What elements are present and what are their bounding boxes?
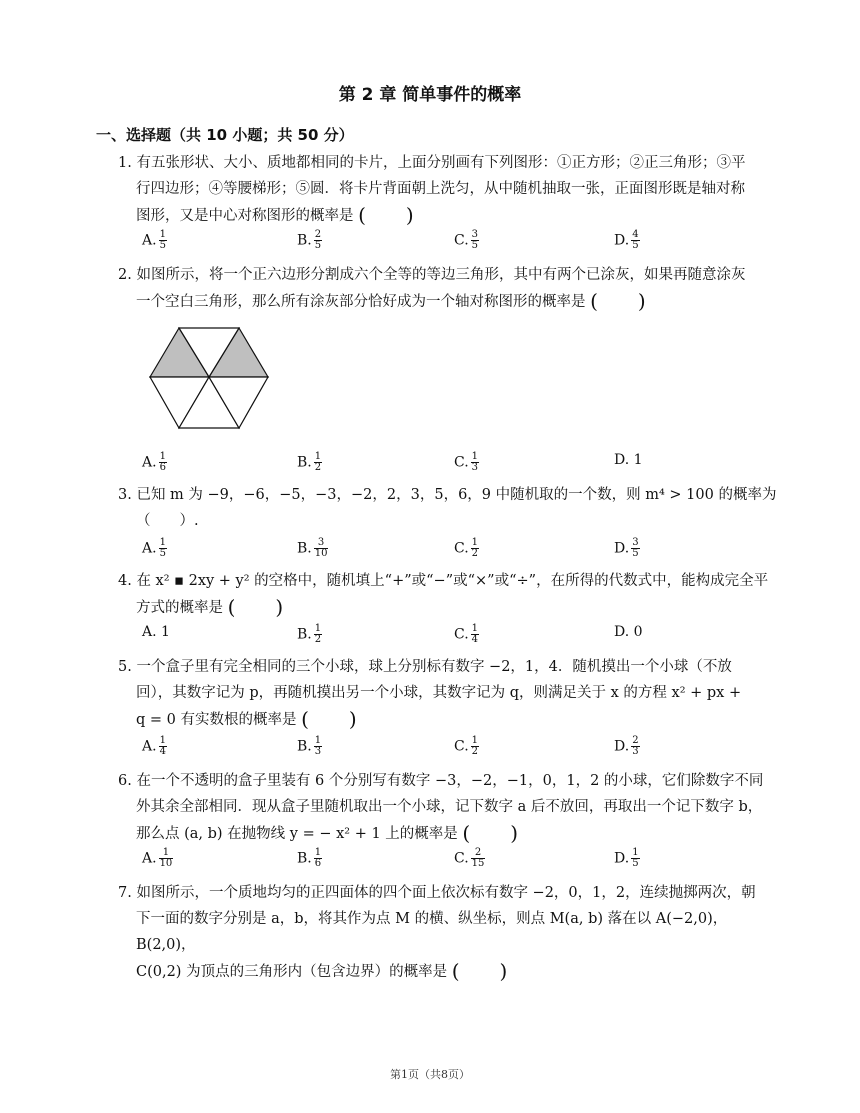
question-text: （ ）. xyxy=(136,513,199,529)
question-text: 那么点 (a, b) 在抛物线 y = − x² + 1 上的概率是 xyxy=(136,826,458,842)
option-c: C. $\frac{1}{2}$ xyxy=(454,537,479,559)
option-d: D. $\frac{2}{3}$ xyxy=(614,735,639,757)
option-d: D. 0 xyxy=(614,624,643,640)
page-footer: 第1页（共8页） xyxy=(390,1068,470,1081)
answer-bracket: ( ) xyxy=(358,203,414,227)
question-text: 一个空白三角形，那么所有涂灰部分恰好成为一个轴对称图形的概率是 xyxy=(136,294,586,310)
question-number: 7. xyxy=(118,885,132,901)
question-number: 3. xyxy=(118,487,132,503)
question-text: 在一个不透明的盒子里装有 6 个分别写有数字 −3，−2，−1，0，1，2 的小球，它们除数字不同 xyxy=(136,773,764,789)
question-text: 外其余全部相同．现从盒子里随机取出一个小球，记下数字 a 后不放回，再取出一个记下数字 b， xyxy=(136,799,763,815)
options-q3 xyxy=(142,538,782,564)
question-text: q = 0 有实数根的概率是 xyxy=(136,712,297,728)
option-b: B. $\frac{3}{10}$ xyxy=(297,537,328,559)
question-number: 5. xyxy=(118,659,132,675)
question-4 xyxy=(118,568,778,621)
question-text: 图形，又是中心对称图形的概率是 xyxy=(136,208,354,224)
question-text: 在 x² ▪ 2xy + y² 的空格中，随机填上“+”或“−”或“×”或“÷”，在所得的代数式中，能构成完全平 xyxy=(136,573,769,589)
options-q1 xyxy=(142,230,782,256)
question-number: 4. xyxy=(118,573,132,589)
option-d: D. $\frac{1}{5}$ xyxy=(614,847,639,869)
option-c: C. $\frac{3}{5}$ xyxy=(454,229,479,251)
question-text: 如图所示，一个质地均匀的正四面体的四个面上依次标有数字 −2，0，1，2，连续抛掷两次，朝 xyxy=(136,885,756,901)
option-b: B. $\frac{1}{6}$ xyxy=(297,847,322,869)
question-number: 6. xyxy=(118,773,132,789)
option-a: A. $\frac{1}{5}$ xyxy=(142,229,166,251)
hexagon-figure xyxy=(148,326,272,440)
options-q4 xyxy=(142,624,782,650)
question-text: 有五张形状、大小、质地都相同的卡片，上面分别画有下列图形：①正方形；②正三角形；③平 xyxy=(136,155,746,171)
question-text: 行四边形；④等腰梯形；⑤圆．将卡片背面朝上洗匀，从中随机抽取一张，正面图形既是轴对称 xyxy=(136,181,745,197)
option-c: C. $\frac{1}{3}$ xyxy=(454,451,479,473)
answer-bracket: ( ) xyxy=(462,821,519,845)
question-text: 已知 m 为 −9，−6，−5，−3，−2，2，3，5，6，9 中随机取的一个数，则 m⁴ > 100 的概率为 xyxy=(136,487,777,503)
option-c: C. $\frac{1}{4}$ xyxy=(454,623,479,645)
question-1 xyxy=(118,150,778,229)
section-heading: 一、选择题（共 10 小题；共 50 分） xyxy=(96,126,354,144)
answer-bracket: ( ) xyxy=(227,595,284,619)
options-q2 xyxy=(142,452,782,478)
question-7 xyxy=(118,880,778,985)
question-text: 回），其数字记为 p，再随机摸出另一个小球，其数字记为 q，则满足关于 x 的方程 x² + px + xyxy=(136,685,742,701)
page-title: 第 2 章 简单事件的概率 xyxy=(338,85,522,105)
option-b: B. $\frac{1}{3}$ xyxy=(297,735,322,757)
option-c: C. $\frac{2}{15}$ xyxy=(454,847,485,869)
question-text: 方式的概率是 xyxy=(136,600,223,616)
option-b: B. $\frac{1}{2}$ xyxy=(297,451,322,473)
option-a: A. $\frac{1}{4}$ xyxy=(142,735,166,757)
question-2 xyxy=(118,262,778,315)
question-number: 2. xyxy=(118,267,132,283)
option-c: C. $\frac{1}{2}$ xyxy=(454,735,479,757)
option-d: D. 1 xyxy=(614,452,643,468)
option-a: A. 1 xyxy=(142,624,170,640)
answer-bracket: ( ) xyxy=(590,289,646,313)
option-b: B. $\frac{1}{2}$ xyxy=(297,623,322,645)
question-text: 一个盒子里有完全相同的三个小球，球上分别标有数字 −2，1，4．随机摸出一个小球（不放 xyxy=(136,659,732,675)
question-6 xyxy=(118,768,778,847)
question-number: 1. xyxy=(118,155,132,171)
options-q5 xyxy=(142,736,782,762)
option-a: A. $\frac{1}{10}$ xyxy=(142,847,173,869)
option-a: A. $\frac{1}{6}$ xyxy=(142,451,166,473)
question-text: 如图所示，将一个正六边形分割成六个全等的等边三角形，其中有两个已涂灰，如果再随意涂灰 xyxy=(136,267,746,283)
option-a: A. $\frac{1}{5}$ xyxy=(142,537,166,559)
option-b: B. $\frac{2}{5}$ xyxy=(297,229,322,251)
options-q6 xyxy=(142,848,782,874)
question-text: C(0,2) 为顶点的三角形内（包含边界）的概率是 xyxy=(136,964,448,980)
question-3 xyxy=(118,482,778,534)
question-5 xyxy=(118,654,778,733)
question-text: 下一面的数字分别是 a，b，将其作为点 M 的横、纵坐标，则点 M(a, b) 落在以 A(−2,0)，B(2,0)， xyxy=(136,911,728,953)
option-d: D. $\frac{4}{5}$ xyxy=(614,229,639,251)
answer-bracket: ( ) xyxy=(451,959,508,983)
option-d: D. $\frac{3}{5}$ xyxy=(614,537,639,559)
answer-bracket: ( ) xyxy=(301,707,357,731)
